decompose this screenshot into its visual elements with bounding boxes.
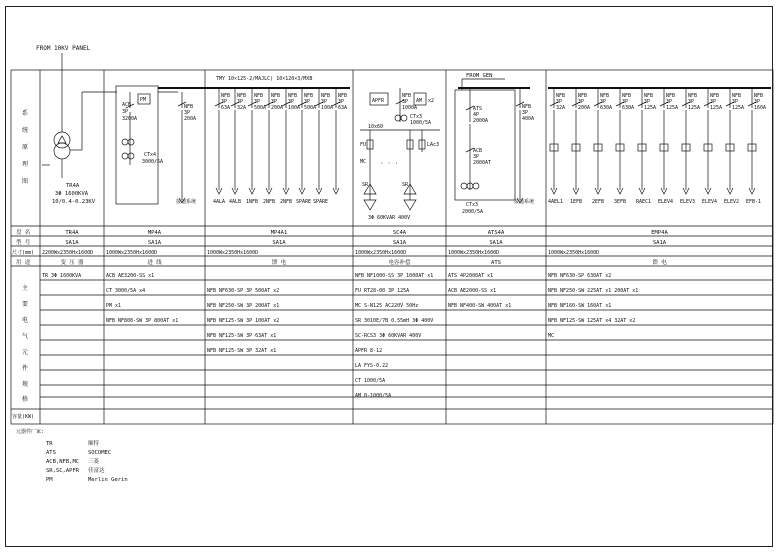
feeder-tag: 4AEL1 (548, 199, 564, 205)
table-cell-item: NFB NF1000-SS 3P 1000AT x1 (355, 273, 434, 279)
table-cell-item: NFB NF125-SW 3P 63AT x1 (207, 333, 277, 339)
svg-text:佳富达: 佳富达 (88, 468, 105, 474)
feeder-rating: NFB (237, 93, 247, 99)
mp4a-incoming (116, 86, 196, 205)
svg-text:200A: 200A (184, 116, 197, 122)
svg-text:格: 格 (22, 396, 29, 403)
table-cell-item: LA FYS-0.22 (355, 363, 389, 369)
svg-text:ATS: ATS (46, 450, 56, 456)
svg-text:1000A: 1000A (402, 105, 418, 111)
feeder-rating: 3P (754, 99, 761, 105)
svg-text:元: 元 (22, 349, 29, 356)
feeder-rating: 500A (304, 105, 317, 111)
svg-text:2000AT: 2000AT (473, 160, 492, 166)
svg-text:FU: FU (360, 142, 367, 148)
feeder-rating: NFB (556, 93, 566, 99)
feeder-rating: 63A (221, 105, 231, 111)
table-cell-item: AM 0-1000/5A (355, 393, 392, 399)
side-label (22, 109, 28, 185)
table-cell-model: SA1A (392, 240, 407, 246)
svg-text:CTx4: CTx4 (144, 152, 157, 158)
table-cell-name: MP4A1 (270, 230, 288, 236)
table-cell-model: SA1A (272, 240, 286, 246)
feeder-rating: NFB (271, 93, 281, 99)
svg-text:Merlin Gerin: Merlin Gerin (88, 477, 128, 483)
feeder-rating: 3P (622, 99, 629, 105)
table-cell-item: NFB NF160-SW 160AT x1 (548, 303, 612, 309)
svg-text:顺特: 顺特 (88, 441, 100, 447)
sc4a-capacitor (360, 88, 440, 221)
svg-text:TR: TR (46, 441, 53, 447)
feeder-rating: NFB (754, 93, 764, 99)
svg-text:ACB,NFB,MC: ACB,NFB,MC (46, 459, 80, 465)
table-cell-item: NFB NF400-SW 400AT x1 (448, 303, 512, 309)
table-cell-item: MC (548, 333, 555, 339)
pm-label: PM (140, 97, 147, 103)
svg-text:气: 气 (22, 333, 29, 340)
svg-text:三菱: 三菱 (88, 459, 100, 465)
feeder-tag: 3EFB (614, 199, 627, 205)
feeder-rating: NFB (338, 93, 348, 99)
svg-text:型 号: 型 号 (16, 240, 31, 246)
feeder-rating: NFB (688, 93, 698, 99)
table-cell-size: 1000Wx2350Hx1600D (548, 250, 600, 256)
feeder-rating: 100A (321, 105, 334, 111)
table-cell-use: 变 压 器 (60, 260, 84, 266)
svg-text:统: 统 (22, 127, 29, 134)
feeder-tag: SPARE (296, 199, 312, 205)
table-cell-item: SR 3010E/7B 0.55mH 3Φ 400V (355, 318, 434, 324)
table-cell-item: ACB AE3200-SS x1 (106, 273, 155, 279)
feeder-tag: 1NFB (246, 199, 259, 205)
svg-text:400A: 400A (522, 116, 535, 122)
feeder-rating: NFB (710, 93, 720, 99)
feeder-rating: 200A (271, 105, 284, 111)
svg-text:尺寸(mm): 尺寸(mm) (12, 250, 35, 256)
ground-label-2: 接地系统 (514, 199, 535, 205)
table-cell-name: MP4A (147, 230, 162, 236)
svg-text:SOCOMEC: SOCOMEC (88, 450, 112, 456)
svg-text:3P: 3P (402, 99, 409, 105)
svg-text:件: 件 (22, 365, 29, 372)
diagram-table (11, 70, 773, 424)
row-labels (12, 228, 34, 420)
svg-text:x2: x2 (428, 98, 435, 104)
table-cell-item: PM x1 (106, 303, 122, 309)
svg-text:要: 要 (22, 301, 29, 308)
svg-text:ATS: ATS (473, 106, 483, 112)
feeder-rating: 200A (578, 105, 591, 111)
feeder-tag: EFB-1 (746, 199, 762, 205)
feeder-rating: 3P (578, 99, 585, 105)
svg-text:2000A: 2000A (473, 118, 489, 124)
feeder-rating: 500A (254, 105, 267, 111)
feeder-rating: 3P (221, 99, 228, 105)
svg-text:3Φ 60KVAR 400V: 3Φ 60KVAR 400V (368, 215, 411, 221)
am-label: AM (416, 98, 423, 104)
feeder-tag: 4ALB (229, 199, 242, 205)
svg-text:TR4A: TR4A (66, 183, 80, 189)
table-cell-item: NFB NF125-SW 125AT x4 32AT x2 (548, 318, 636, 324)
svg-text:3P: 3P (122, 109, 129, 115)
svg-text:NFB: NFB (402, 93, 412, 99)
feeder-rating: NFB (644, 93, 654, 99)
svg-text:3P: 3P (522, 110, 529, 116)
feeder-tag: ELEV3 (680, 199, 696, 205)
feeder-rating: 3P (338, 99, 345, 105)
feeder-tag: SPARE (313, 199, 329, 205)
svg-text:3P: 3P (184, 110, 191, 116)
feeder-rating: 630A (600, 105, 613, 111)
feeder-tag: RAEC1 (636, 199, 652, 205)
table-cell-item: NFB NF125-SW 3P 32AT x1 (207, 348, 277, 354)
svg-text:CTx3: CTx3 (410, 114, 423, 120)
table-cell-size: 1000Wx2350Hx1600D (207, 250, 259, 256)
feeder-tag: 1EFB (570, 199, 583, 205)
ats4a-panel (455, 73, 534, 215)
table-cell-item: NFB NF250-SW 225AT x1 200AT x1 (548, 288, 639, 294)
table-cell-item: NFB NF125-SW 3P 100AT x2 (207, 318, 280, 324)
feeder-rating: 3P (600, 99, 607, 105)
table-cell-use: 进 线 (147, 260, 162, 266)
manufacturer-notes (16, 428, 128, 483)
svg-text:SR: SR (362, 182, 369, 188)
table-cell-name: SC4A (392, 230, 407, 236)
svg-text:用 途: 用 途 (16, 260, 31, 266)
feeder-rating: 3P (710, 99, 717, 105)
feeder-rating: 125A (644, 105, 657, 111)
table-cell-item: NFB NF630-SP 630AT x2 (548, 273, 612, 279)
gen-label: FROM GEN (466, 73, 493, 79)
svg-text:10/0.4-0.23KV: 10/0.4-0.23KV (52, 199, 96, 205)
table-cell-item: FU RT28-00 3P 125A (355, 288, 410, 294)
svg-text:系: 系 (22, 110, 29, 117)
feeder-rating: 3P (556, 99, 563, 105)
feeder-tag: 2EFB (592, 199, 605, 205)
feeder-rating: 3P (321, 99, 328, 105)
table-cell-item: SC-RCS3 3Φ 60KVAR 400V (355, 333, 422, 339)
svg-text:主: 主 (22, 285, 29, 292)
feeder-rating: 125A (666, 105, 679, 111)
feeder-tag: ELEV4 (658, 199, 674, 205)
feeder-rating: 630A (622, 105, 635, 111)
spec-table (42, 230, 668, 399)
table-cell-size: 2200Wx2350Hx1600D (42, 250, 94, 256)
feeder-rating: 63A (338, 105, 348, 111)
feeder-rating: 160A (754, 105, 767, 111)
apfr-label: APFR (372, 98, 385, 104)
feeder-rating: NFB (221, 93, 231, 99)
svg-text:图: 图 (22, 178, 29, 185)
svg-text:· · ·: · · · (380, 160, 399, 167)
table-cell-item: NFB NF630-SP 3P 500AT x2 (207, 288, 280, 294)
svg-text:3200A: 3200A (122, 116, 138, 122)
table-cell-use: 馈 电 (271, 260, 287, 266)
svg-text:CTx3: CTx3 (466, 202, 479, 208)
svg-text:PM: PM (46, 477, 53, 483)
feeder-rating: 3P (688, 99, 695, 105)
transformer-symbol (42, 70, 117, 205)
feeder-rating: 125A (688, 105, 701, 111)
table-cell-model: SA1A (489, 240, 503, 246)
feeder-tag: ELEV2 (724, 199, 740, 205)
feeder-rating: NFB (254, 93, 264, 99)
svg-text:1000/5A: 1000/5A (410, 120, 432, 126)
feeder-rating: 3P (304, 99, 311, 105)
svg-text:电: 电 (22, 317, 29, 324)
svg-text:4P: 4P (473, 112, 480, 118)
feeder-rating: 3P (644, 99, 651, 105)
feeder-rating: 125A (732, 105, 745, 111)
feeder-rating: 100A (288, 105, 301, 111)
table-cell-model: SA1A (147, 240, 162, 246)
table-cell-model: SA1A (65, 240, 79, 246)
table-cell-item: APFR 8-12 (355, 348, 383, 354)
feeder-rating: 125A (710, 105, 723, 111)
feeder-rating: NFB (666, 93, 676, 99)
ground-label-1: 接地系统 (176, 199, 197, 205)
table-cell-item: TR 3Φ 1600KVA (42, 273, 82, 279)
feeder-rating: NFB (622, 93, 632, 99)
bus-label: TMY 10×125-2/MAJLC) 10×120×3/MXB (216, 76, 313, 82)
feeder-tag: 4ALA (213, 199, 226, 205)
table-cell-name: ATS4A (487, 230, 505, 236)
svg-text:理: 理 (22, 161, 29, 168)
svg-text:2000/5A: 2000/5A (462, 209, 484, 215)
feeder-rating: 3P (237, 99, 244, 105)
svg-text:盘 名: 盘 名 (16, 230, 31, 236)
table-cell-size: 1000Wx2350Hx1600D (448, 250, 500, 256)
feeder-tag: ELEV4 (702, 199, 718, 205)
table-cell-name: TR4A (65, 230, 79, 236)
svg-text:MC: MC (360, 159, 367, 165)
feeder-rating: 3P (732, 99, 739, 105)
table-cell-item: NFB NF250-SW 3P 200AT x1 (207, 303, 280, 309)
svg-text:NFB: NFB (522, 104, 532, 110)
feeder-rating: 32A (556, 105, 566, 111)
svg-text:3000/5A: 3000/5A (142, 159, 164, 165)
table-cell-item: ATS 4P2000AT x1 (448, 273, 494, 279)
table-cell-use: 馈 电 (652, 260, 667, 266)
table-cell-model: SA1A (652, 240, 667, 246)
feeder-rating: 3P (666, 99, 673, 105)
feeder-rating: NFB (600, 93, 610, 99)
svg-text:规: 规 (22, 381, 29, 388)
svg-text:SR,SC,APFR: SR,SC,APFR (46, 468, 80, 474)
mp4a1-feeders (213, 88, 347, 205)
table-cell-item: NFB NF800-SW 3P 800AT x1 (106, 318, 179, 324)
svg-text:元器件厂家:: 元器件厂家: (16, 429, 45, 435)
table-cell-item: CT 1000/5A (355, 378, 386, 384)
svg-text:NFB: NFB (184, 104, 194, 110)
table-cell-use: ATS (491, 260, 501, 266)
table-cell-size: 1000Wx2350Hx1600D (106, 250, 158, 256)
feeder-rating: 3P (271, 99, 278, 105)
svg-text:LAc3: LAc3 (427, 142, 440, 148)
table-cell-use: 电容补偿 (388, 260, 411, 266)
feeder-rating: NFB (321, 93, 331, 99)
feeder-rating: NFB (732, 93, 742, 99)
svg-text:10x60: 10x60 (368, 124, 384, 130)
feeder-tag: 2NFB (263, 199, 276, 205)
feeder-rating: NFB (304, 93, 314, 99)
table-cell-item: MC S-N125 AC220V 50Hz (355, 303, 419, 309)
svg-text:SR: SR (402, 182, 409, 188)
table-cell-name: EMP4A (651, 230, 668, 236)
feeder-rating: 32A (237, 105, 247, 111)
svg-text:ACB: ACB (473, 148, 483, 154)
table-cell-item: ACB AE2000-SS x1 (448, 288, 497, 294)
svg-text:3P: 3P (473, 154, 480, 160)
svg-text:容量(KW): 容量(KW) (12, 414, 35, 420)
feeder-rating: NFB (288, 93, 298, 99)
feeder-tag: 2NFB (280, 199, 293, 205)
svg-text:ACB: ACB (122, 102, 132, 108)
table-cell-size: 1000Wx2350Hx1600D (355, 250, 407, 256)
feeder-rating: NFB (578, 93, 588, 99)
feeder-rating: 3P (254, 99, 261, 105)
emp4a-feeders (548, 88, 766, 205)
svg-text:原: 原 (22, 144, 29, 151)
source-label: FROM 10KV PANEL (36, 45, 91, 52)
feeder-rating: 3P (288, 99, 295, 105)
table-cell-item: CT 3000/5A x4 (106, 288, 146, 294)
svg-text:3Φ 1600KVA: 3Φ 1600KVA (55, 191, 89, 197)
